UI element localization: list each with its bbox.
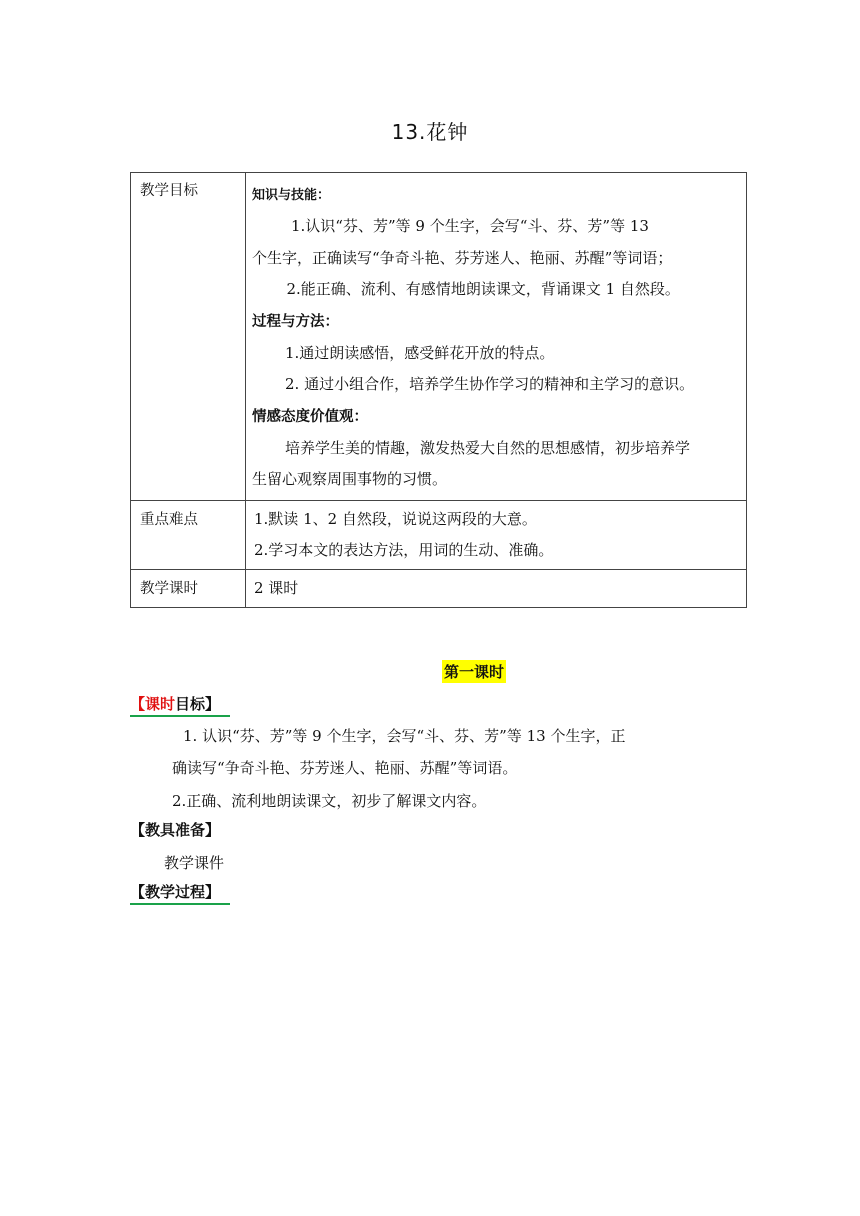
table-row-goals (131, 173, 747, 501)
prep-item: 教学课件 (164, 854, 225, 872)
lesson-goal-1a: 1. 认识“芬、芳”等 9 个生字，会写“斗、芬、芳”等 13 个生字，正 (183, 727, 626, 745)
table-row-periods (131, 569, 747, 607)
row-label-key-points: 重点难点 (131, 500, 246, 569)
process-heading: 过程与方法： (252, 313, 339, 330)
emotion-heading: 情感态度价值观： (252, 408, 368, 425)
prep-heading: 【教具准备】 (130, 821, 221, 839)
page-title: 13.花钟 (391, 120, 469, 144)
key-points-content (246, 500, 747, 569)
key-point-1: 1.默读 1、2 自然段，说说这两段的大意。 (254, 509, 537, 528)
process-item-1: 1.通过朗读感悟，感受鲜花开放的特点。 (285, 343, 555, 362)
knowledge-item-2: 2.能正确、流利、有感情地朗读课文，背诵课文 1 自然段。 (286, 280, 680, 298)
knowledge-heading: 知识与技能： (252, 188, 331, 203)
lesson-goal-2: 2.正确、流利地朗读课文，初步了解课文内容。 (172, 792, 487, 810)
lesson-title: 第一课时 (442, 660, 506, 683)
periods-content (246, 569, 747, 607)
emotion-item-1a: 培养学生美的情趣，激发热爱大自然的思想感情，初步培养学 (285, 438, 691, 457)
lesson-goal-heading-red: 【课时 (130, 695, 176, 713)
goals-content (246, 173, 747, 501)
lesson-goal-heading (130, 693, 230, 717)
row-label-periods: 教学课时 (131, 569, 246, 607)
key-point-2: 2.学习本文的表达方法，用词的生动、准确。 (254, 540, 554, 559)
knowledge-item-1b: 个生字，正确读写“争奇斗艳、芬芳迷人、艳丽、苏醒”等词语； (252, 248, 673, 267)
lesson-goal-1b: 确读写“争奇斗艳、芬芳迷人、艳丽、苏醒”等词语。 (172, 759, 518, 777)
lesson-plan-table (130, 172, 747, 608)
lesson-goal-heading-rest: 目标】 (175, 695, 221, 713)
periods-value: 2 课时 (254, 578, 299, 597)
process-item-2: 2. 通过小组合作，培养学生协作学习的精神和主学习的意识。 (285, 375, 695, 393)
process-section-heading: 【教学过程】 (130, 881, 230, 905)
knowledge-item-1a: 1.认识“芬、芳”等 9 个生字，会写“斗、芬、芳”等 13 (291, 217, 649, 235)
table-row-key-points (131, 500, 747, 569)
emotion-item-1b: 生留心观察周围事物的习惯。 (252, 470, 448, 488)
row-label-goals: 教学目标 (131, 173, 246, 501)
